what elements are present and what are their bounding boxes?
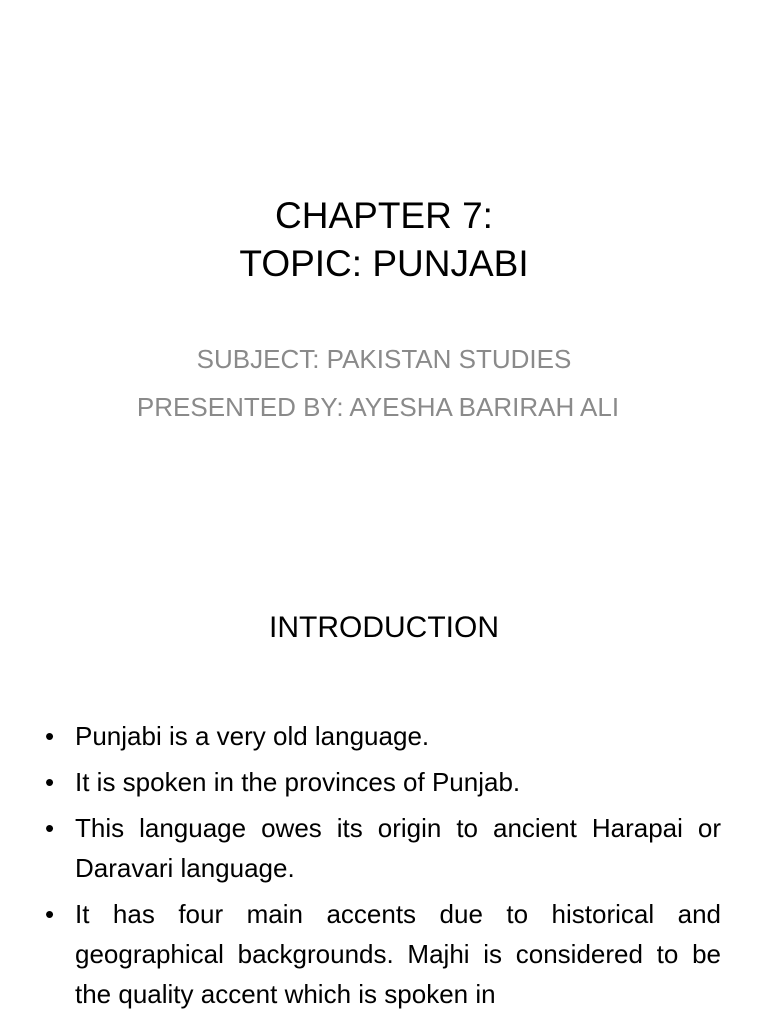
bullet-icon: • [45, 721, 55, 751]
bullet-icon: • [45, 767, 55, 797]
slide-subtitle [0, 335, 768, 431]
bullet-item [45, 762, 721, 802]
subtitle-line-subject: SUBJECT: PAKISTAN STUDIES [196, 344, 572, 374]
subtitle-line-presenter: PRESENTED BY: AYESHA BARIRAH ALI [136, 392, 620, 422]
content-slide [0, 576, 768, 1024]
slide-title [0, 192, 768, 288]
bullet-text: It is spoken in the provinces of Punjab. [75, 767, 521, 797]
slide-heading: INTRODUCTION [269, 611, 499, 644]
bullet-icon: • [45, 899, 55, 929]
bullet-item [45, 894, 721, 1014]
bullet-text: This language owes its origin to ancient Harapai or Daravari language. [75, 813, 721, 883]
bullet-icon: • [45, 813, 55, 843]
title-line-chapter: CHAPTER 7: [275, 195, 493, 236]
bullet-text: It has four main accents due to historical and geographical backgrounds. Majhi is considered to be the quality accent which is spoken in [75, 899, 721, 1009]
title-line-topic: TOPIC: PUNJABI [239, 243, 529, 284]
bullet-list [45, 716, 721, 1020]
bullet-item [45, 808, 721, 888]
bullet-item [45, 716, 721, 756]
bullet-text: Punjabi is a very old language. [75, 721, 430, 751]
